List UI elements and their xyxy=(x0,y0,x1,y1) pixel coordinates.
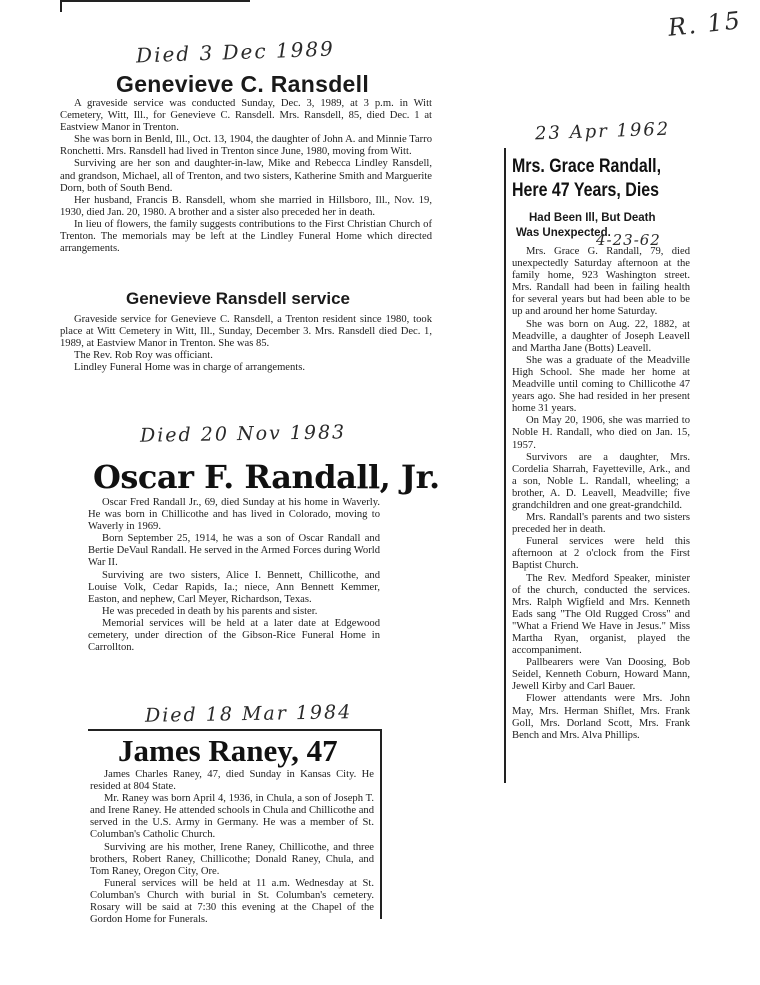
paragraph: Memorial services will be held at a later date at Edgewood cemetery, under direction of the Gibson-Rice Funeral Home in Carrollton. xyxy=(88,617,380,654)
paragraph: James Charles Raney, 47, died Sunday in Kansas City. He resided at 804 State. xyxy=(90,769,374,793)
obituary-body-grace xyxy=(512,246,690,742)
paragraph: Mrs. Randall's parents and two sisters preceded her in death. xyxy=(512,512,690,536)
handwritten-date-ransdell: Died 3 Dec 1989 xyxy=(135,36,336,68)
paragraph: She was a graduate of the Meadville High School. She made her home at Meadville until coming to Chillicothe 47 years ago. She had resided in her present home 31 years. xyxy=(512,354,690,415)
paragraph: A graveside service was conducted Sunday, Dec. 3, 1989, at 3 p.m. in Witt Cemetery, Witt, Ill., for Genevieve C. Ransdell. Mrs. Ransdell, 85, died Dec. 1 at Eastview Manor in Trenton. xyxy=(60,98,432,134)
paragraph: Funeral services were held this afternoon at 2 o'clock from the First Baptist Church. xyxy=(512,536,690,572)
page-number-mark: R. 15 xyxy=(666,6,744,42)
handwritten-date-raney: Died 18 Mar 1984 xyxy=(144,701,353,727)
obituary-body-ransdell xyxy=(60,98,432,255)
paragraph: She was born on Aug. 22, 1882, at Meadville, a daughter of Joseph Leavell and Martha Jane (Botts) Leavell. xyxy=(512,318,690,354)
subhead-grace-line1: Had Been Ill, But Death xyxy=(529,212,656,224)
clipping-edge-left xyxy=(60,0,62,12)
paragraph: Born September 25, 1914, he was a son of Oscar Randall and Bertie DeVaul Randall. He served in the Armed Forces during World War II. xyxy=(88,533,380,569)
obituary-body-oscar xyxy=(88,497,380,654)
obituary-title-raney: James Raney, 47 xyxy=(118,733,338,768)
paragraph: He was preceded in death by his parents and sister. xyxy=(102,605,318,617)
paragraph: Surviving are his mother, Irene Raney, Chillicothe, and three brothers, Robert Raney, Chillicothe; Donald Raney, Chula, and Tom Raney, Oregon City, Ore. xyxy=(90,841,374,877)
service-title-ransdell: Genevieve Ransdell service xyxy=(126,289,350,308)
clipping-border-right-raney xyxy=(380,729,382,919)
handwritten-date-oscar: Died 20 Nov 1983 xyxy=(139,421,347,447)
paragraph: In lieu of flowers, the family suggests contributions to the First Christian Church of Trenton. The memorials may be left at the Lindley Funeral Home which directed arrangements. xyxy=(60,218,432,255)
paragraph: On May 20, 1906, she was married to Noble H. Randall, who died on Jan. 15, 1957. xyxy=(512,415,690,451)
paragraph: Flower attendants were Mrs. John May, Mrs. Herman Shiflet, Mrs. Frank Goll, Mrs. Dorland Scott, Mrs. Frank Bench and Mrs. Alva Phillips. xyxy=(512,693,690,741)
obituary-title-grace-line1: Mrs. Grace Randall, xyxy=(512,156,662,177)
paragraph: Mrs. Grace G. Randall, 79, died unexpectedly Saturday afternoon at the family home, 923 Washington street. Mrs. Randall had been in failing health for several years but had been able to be up and around her home Saturday. xyxy=(512,246,690,318)
paragraph: Mr. Raney was born April 4, 1936, in Chula, a son of Joseph T. and Irene Raney. He attended schools in Chula and Chillicothe and served in the U.S. Army in Germany. He was a member of St. Columban's Catholic Church. xyxy=(90,793,374,841)
clipping-border-top-raney xyxy=(88,729,382,731)
paragraph: Oscar Fred Randall Jr., 69, died Sunday at his home in Waverly. He was born in Chillicothe and has lived in Colorado, moving to Waverly in 1969. xyxy=(88,497,380,533)
handwritten-date-grace: 23 Apr 1962 xyxy=(534,118,671,145)
subhead-grace-line2: Was Unexpected. xyxy=(516,227,611,239)
obituary-body-raney xyxy=(90,769,374,926)
column-rule-grace xyxy=(504,148,506,783)
paragraph: Graveside service for Genevieve C. Ransdell, a Trenton resident since 1980, took place at Witt Cemetery in Witt, Ill., Sunday, December 3. Mrs. Ransdell died Dec. 1, 1989, at Eastview Manor in Trenton. She was 85. xyxy=(60,314,432,350)
paragraph: Survivors are a daughter, Mrs. Cordelia Sharrah, Fayetteville, Ark., and a son, Noble L. Randall, wheeling; a brother, A. D. Leavell, Meadville; five grandchildren and one great-grandchild. xyxy=(512,451,690,511)
paragraph: Funeral services will be held at 11 a.m. Wednesday at St. Columban's Church with burial in St. Columban's cemetery. Rosary will be said at 7:30 this evening at the Chapel of the Gordon Home for Funerals. xyxy=(90,877,374,926)
obituary-title-oscar: Oscar F. Randall, Jr. xyxy=(93,458,440,496)
paragraph: The Rev. Rob Roy was officiant. xyxy=(74,350,213,362)
paragraph: Lindley Funeral Home was in charge of arrangements. xyxy=(74,362,306,374)
obituary-title-ransdell: Genevieve C. Ransdell xyxy=(116,71,370,97)
paragraph: Pallbearers were Van Doosing, Bob Seidel, Kenneth Coburn, Howard Mann, Jewell Kirby and Carl Bauer. xyxy=(512,657,690,693)
handwritten-date-grace-2: 4-23-62 xyxy=(596,231,661,249)
service-body-ransdell xyxy=(60,314,432,374)
paragraph: Surviving are her son and daughter-in-law, Mike and Rebecca Lindley Ransdell, and grandson, Michael, all of Trenton, and two sisters, Katherine Smith and Marguerite Dorn, both of South Bend. xyxy=(60,158,432,194)
paragraph: She was born in Benld, Ill., Oct. 13, 1904, the daughter of John A. and Minnie Tarro Ronchetti. Mrs. Ransdell had lived in Trenton since June, 1980, moving from Witt. xyxy=(60,134,432,158)
paragraph: Her husband, Francis B. Ransdell, whom she married in Hillsboro, Ill., Nov. 19, 1930, died Jan. 20, 1980. A brother and a sister also preceded her in death. xyxy=(60,194,432,218)
obituary-title-grace-line2: Here 47 Years, Dies xyxy=(512,180,660,201)
paragraph: Surviving are two sisters, Alice I. Bennett, Chillicothe, and Louise Volk, Cedar Rapids, Ia.; niece, Ann Bennett Kemmer, Easton, and nephew, Carl Meyer, Richardson, Texas. xyxy=(88,569,380,605)
paragraph: The Rev. Medford Speaker, minister of the church, conducted the services. Mrs. Ralph Wigfield and Mrs. Kenneth Eads sang "The Old Rugged Cross" and "What a Friend We Have in Jesus." Miss Martha Ryan, organist, played the accompaniment. xyxy=(512,572,690,657)
clipping-edge-top xyxy=(60,0,250,2)
